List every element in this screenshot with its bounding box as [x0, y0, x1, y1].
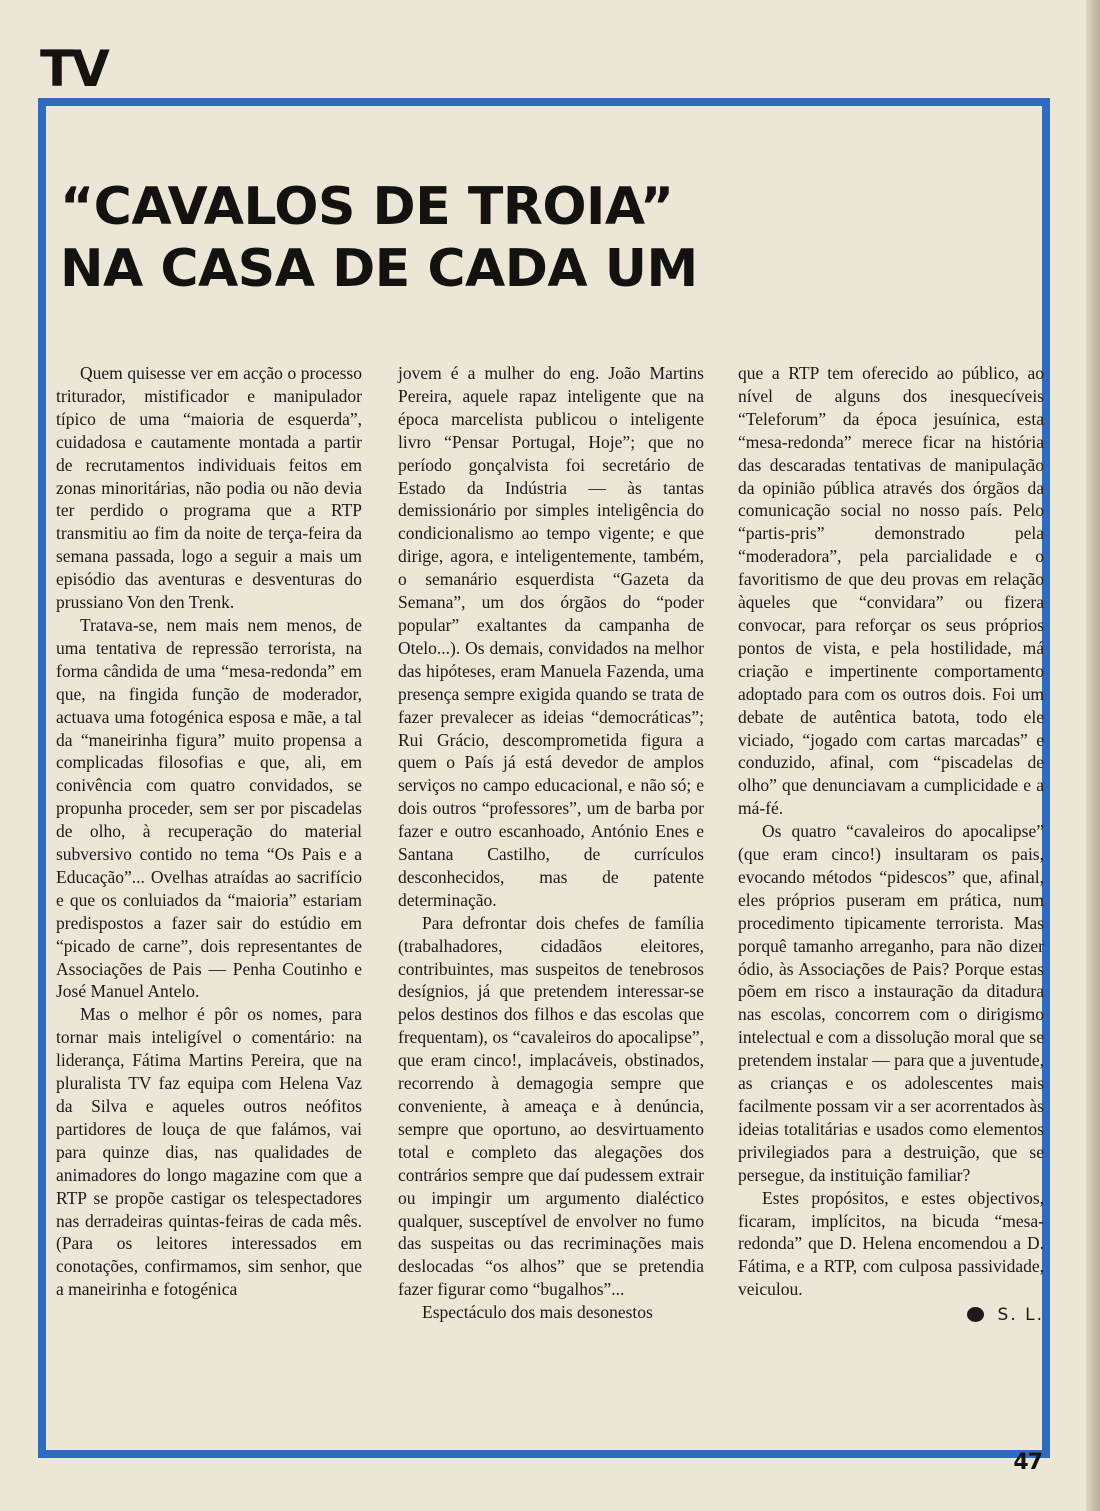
article-column-2 — [398, 362, 704, 1324]
article-title — [60, 176, 698, 300]
paragraph: Mas o melhor é pôr os nomes, para tornar mais inteligível o comentário: na liderança, Fátima Martins Pereira, que na pluralista TV faz equipa com Helena Vaz da Silva e aqueles outros neófitos partidores de louça de que falámos, vai para quinze dias, nas qualidades de animadores do longo magazine com que a RTP se propõe castigar os telespectadores nas derradeiras quintas-feiras de cada mês. (Para os leitores interessados em conotações, confirmamos, sim senhor, que a maneirinha e fotogénica — [56, 1004, 362, 1300]
article-title-line-1: “CAVALOS DE TROIA” — [60, 177, 674, 237]
article-column-1 — [56, 362, 362, 1301]
paragraph: Espectáculo dos mais desonestos — [422, 1302, 653, 1323]
end-mark-icon — [967, 1307, 984, 1322]
paragraph: jovem é a mulher do eng. João Martins Pereira, aquele rapaz inteligente que na época marcelista publicou o inteligente livro “Pensar Portugal, Hoje”; que no período gonçalvista foi secretário de Estado da Indústria — às tantas demissionário por simples inteligência do condicionalismo ao tempo vigente; e que dirige, agora, e inteligentemente, também, o semanário esquerdista “Gazeta da Semana”, um dos órgãos do “poder popular” exaltantes da campanha de Otelo...). Os demais, convidados na melhor das hipóteses, eram Manuela Fazenda, uma presença sempre exigida quando se trata de fazer prevalecer as ideias “democráticas”; Rui Grácio, descomprometida figura a quem o País já está devedor de amplos serviços no campo educacional, e não só; e dois outros “professores”, um de barba por fazer e outro escanhoado, António Enes e Santana Castilho, de currículos desconhecidos, mas de patente determinação. — [398, 363, 704, 910]
paragraph: Quem quisesse ver em acção o processo triturador, mistificador e manipulador típico de uma “maioria de esquerda”, cuidadosa e cautamente montada a partir de recrutamentos individuais feitos em zonas minoritárias, não podia ou não devia ter perdido o programa que a RTP transmitiu ao fim da noite de terça-feira da semana passada, logo a seguir a mais um episódio das aventuras e desventuras do prussiano Von den Trenk. — [56, 363, 362, 613]
paragraph: Tratava-se, nem mais nem menos, de uma tentativa de repressão terrorista, na forma cândida de uma “mesa-redonda” em que, na fingida função de moderador, actuava uma fotogénica esposa e mãe, a tal da “maneirinha figura” muito propensa a complicadas filosofias e que, ali, em conivência com quatro convidados, se propunha proceder, sem ser por piscadelas de olho, à recuperação do material subversivo contido no tema “Os Pais e a Educação”... Ovelhas atraídas ao sacrifício e que os conluiados da “maioria” estariam predispostos a fazer sair do estúdio em “picado de carne”, dois representantes de Associações de Pais — Penha Coutinho e José Manuel Antelo. — [56, 614, 362, 1002]
article-title-line-2: NA CASA DE CADA UM — [60, 239, 698, 299]
page-number: 47 — [1013, 1450, 1042, 1475]
signature-initials: S. L. — [997, 1305, 1044, 1326]
page-binding-edge — [1086, 0, 1100, 1511]
paragraph: Para defrontar dois chefes de família (trabalhadores, cidadãos eleitores, contribuintes, mas suspeitos de tenebrosos desígnios, já que pretendem interessar-se pelos destinos dos filhos e das escolas que frequentam), os “cavaleiros do apocalipse”, que eram cinco!, implacáveis, obstinados, recorrendo à demagogia sempre que conveniente, à ameaça e à denúncia, sempre que oportuno, ao desvirtuamento total e completo das alegações dos contrários sempre que daí pudessem extrair ou impingir um argumento dialéctico qualquer, susceptível de envolver no fumo das suspeitas ou das recriminações mais deslocadas “os alhos” que se pretendia fazer figurar como “bugalhos”... — [398, 912, 704, 1300]
paragraph: Estes propósitos, e estes objectivos, ficaram, implícitos, na bicuda “mesa-redonda” que D. Helena encomendou a D. Fátima, e a RTP, com culposa passividade, veiculou. — [738, 1187, 1044, 1300]
paragraph: que a RTP tem oferecido ao público, ao nível de alguns dos inesquecíveis “Teleforum” da época jesuínica, esta “mesa-redonda” merece ficar na história das descaradas tentativas de manipulação da opinião pública através dos órgãos da comunicação social no nosso país. Pelo “partis-pris” demonstrado pela “moderadora”, pela parcialidade e o favoritismo de que deu provas em relação àqueles que “convidara” ou fizera convocar, para reforçar os seus próprios pontos de vista, e pela hostilidade, má criação e impertinente comportamento adoptado para com os outros dois. Foi um debate de autêntica batota, todo ele viciado, “jogado com cartas marcadas” e conduzido, afinal, com “piscadelas de olho” que denunciavam a cumplicidade e a má-fé. — [738, 363, 1044, 819]
author-signature — [738, 1304, 1044, 1327]
article-column-3 — [738, 362, 1044, 1327]
paragraph: Os quatro “cavaleiros do apocalipse” (que eram cinco!) insultaram os pais, evocando métodos “pidescos” que, afinal, eles próprios puseram em prática, num procedimento tipicamente terrorista. Mas porquê tamanho arreganho, para não dizer ódio, às Associações de Pais? Porque estas põem em risco a instauração da ditadura nas escolas, concorrem com o dirigismo intelectual e com a dissolução moral que se pretendem instalar — para que a juventude, as crianças e os adolescentes mais facilmente possam vir a ser acorrentados às ideias totalitárias e usados como elementos privilegiados para a destruição, que se persegue, da instituição familiar? — [738, 821, 1044, 1185]
section-label: TV — [40, 40, 107, 98]
